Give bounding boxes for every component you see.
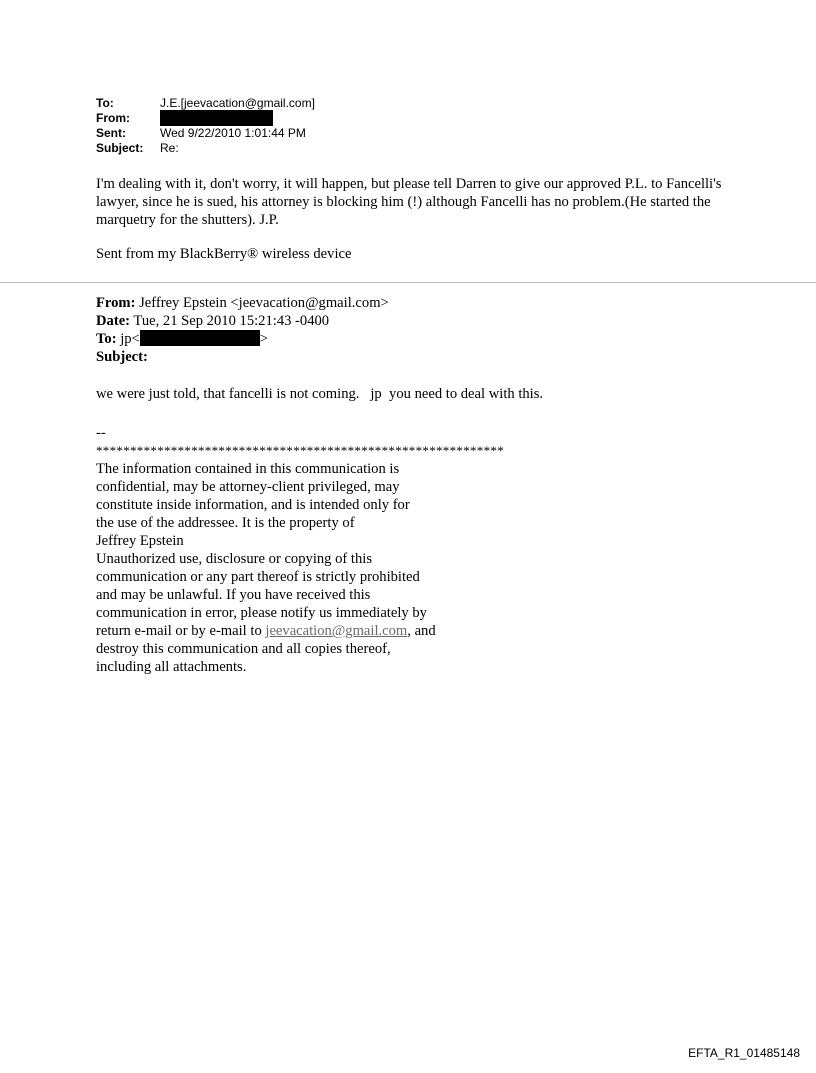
disclaimer-line: including all attachments. xyxy=(96,659,247,675)
quoted-to-suffix: > xyxy=(259,331,269,347)
redaction-box xyxy=(160,110,273,126)
quoted-from-label: From: xyxy=(96,295,136,311)
disclaimer-return-suffix: , and xyxy=(407,623,436,639)
header-sent-row xyxy=(96,126,315,141)
disclaimer-line: and may be unlawful. If you have received this xyxy=(96,587,371,603)
header-to-value: J.E.[jeevacation@gmail.com] xyxy=(160,96,315,110)
quoted-from-row xyxy=(96,294,389,312)
disclaimer-return-line xyxy=(96,622,504,640)
header-subject-row xyxy=(96,141,315,156)
header-to-label: To: xyxy=(96,96,114,110)
reply-signature: Sent from my BlackBerry® wireless device xyxy=(96,246,352,262)
disclaimer xyxy=(96,424,504,676)
quoted-to-label: To: xyxy=(96,331,117,347)
disclaimer-line: constitute inside information, and is intended only for xyxy=(96,497,410,513)
disclaimer-line: the use of the addressee. It is the property of xyxy=(96,515,355,531)
quoted-date-row xyxy=(96,312,389,330)
quoted-subject-label: Subject: xyxy=(96,349,148,365)
quoted-body: we were just told, that fancelli is not coming. jp you need to deal with this. xyxy=(96,386,544,402)
header-from-row xyxy=(96,111,315,126)
header-sent-value: Wed 9/22/2010 1:01:44 PM xyxy=(160,126,306,140)
disclaimer-line: confidential, may be attorney-client privileged, may xyxy=(96,479,400,495)
header-subject-label: Subject: xyxy=(96,141,144,155)
quoted-date-value: Tue, 21 Sep 2010 15:21:43 -0400 xyxy=(130,313,330,329)
disclaimer-line: destroy this communication and all copies thereof, xyxy=(96,641,391,657)
redaction-box xyxy=(140,330,260,346)
email-header xyxy=(96,96,315,156)
quoted-to-prefix: jp< xyxy=(116,331,140,347)
disclaimer-dashes: -- xyxy=(96,425,106,441)
header-sent-label: Sent: xyxy=(96,126,126,140)
header-from-label: From: xyxy=(96,111,130,125)
email-link[interactable]: jeevacation@gmail.com xyxy=(265,623,408,639)
quoted-header xyxy=(96,294,389,366)
disclaimer-line: Unauthorized use, disclosure or copying of this xyxy=(96,551,373,567)
message-divider xyxy=(0,282,816,283)
quoted-from-value: Jeffrey Epstein <jeevacation@gmail.com> xyxy=(135,295,389,311)
disclaimer-stars: ************************************************************ xyxy=(96,443,504,458)
quoted-subject-row xyxy=(96,348,389,366)
disclaimer-return-prefix: return e-mail or by e-mail to xyxy=(96,623,266,639)
quoted-date-label: Date: xyxy=(96,313,131,329)
quoted-to-row xyxy=(96,330,389,348)
header-subject-value: Re: xyxy=(160,141,179,155)
reply-body: I'm dealing with it, don't worry, it will happen, but please tell Darren to give our approved P.L. to Fancelli's lawyer, since he is sued, his attorney is blocking him (!) although Fancelli has no problem.(He started the marquetry for the shutters). J.P. xyxy=(96,176,722,228)
disclaimer-line: Jeffrey Epstein xyxy=(96,533,184,549)
disclaimer-line: communication or any part thereof is strictly prohibited xyxy=(96,569,420,585)
disclaimer-line: The information contained in this communication is xyxy=(96,461,400,477)
bates-number: EFTA_R1_01485148 xyxy=(688,1046,800,1060)
disclaimer-line: communication in error, please notify us immediately by xyxy=(96,605,427,621)
